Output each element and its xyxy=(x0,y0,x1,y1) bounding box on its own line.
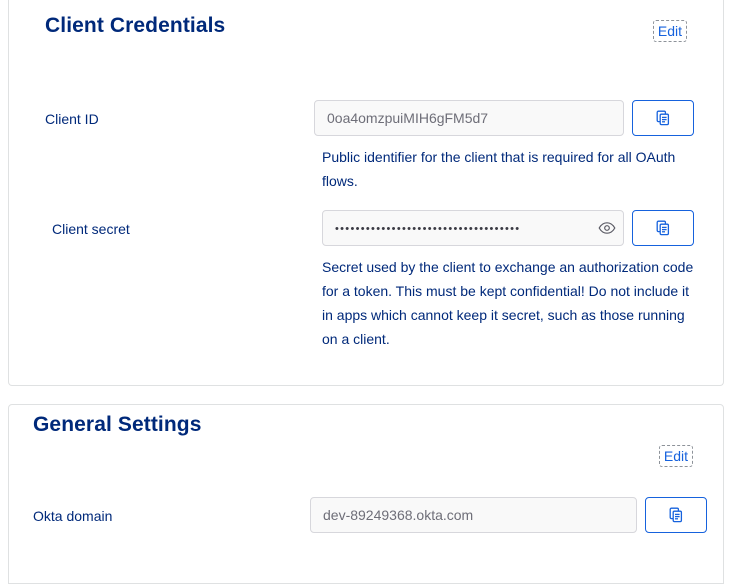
copy-icon xyxy=(668,507,684,523)
client-secret-input-wrap xyxy=(322,210,624,246)
client-id-control xyxy=(314,100,694,136)
client-id-input-wrap xyxy=(314,100,624,136)
general-settings-title: General Settings xyxy=(33,413,202,436)
page-title: Client Credentials xyxy=(45,14,226,37)
general-settings-header xyxy=(9,405,723,464)
okta-domain-input[interactable] xyxy=(310,497,637,533)
client-credentials-card xyxy=(8,0,724,386)
edit-general-settings-button[interactable]: Edit xyxy=(659,445,693,467)
client-id-help-text: Public identifier for the client that is required for all OAuth flows. xyxy=(322,149,676,189)
client-id-label: Client ID xyxy=(45,111,99,127)
okta-domain-label: Okta domain xyxy=(33,508,113,524)
copy-icon xyxy=(655,220,671,236)
client-secret-help-text: Secret used by the client to exchange an authorization code for a token. This must be kept confidential! Do not include it in apps which cannot keep it secret, such as those running on a client. xyxy=(322,259,694,347)
general-settings-card xyxy=(8,404,724,584)
client-id-input[interactable] xyxy=(314,100,624,136)
copy-client-secret-button[interactable] xyxy=(632,210,694,246)
edit-client-credentials-button[interactable]: Edit xyxy=(653,20,687,42)
client-secret-label: Client secret xyxy=(52,221,130,237)
okta-domain-input-wrap xyxy=(310,497,637,533)
copy-okta-domain-button[interactable] xyxy=(645,497,707,533)
okta-domain-control xyxy=(310,497,707,533)
eye-icon xyxy=(598,221,616,235)
client-secret-input[interactable] xyxy=(322,210,624,246)
toggle-secret-visibility-button[interactable] xyxy=(598,219,616,237)
client-credentials-header xyxy=(9,0,723,56)
copy-client-id-button[interactable] xyxy=(632,100,694,136)
copy-icon xyxy=(655,110,671,126)
client-secret-control xyxy=(322,210,694,246)
